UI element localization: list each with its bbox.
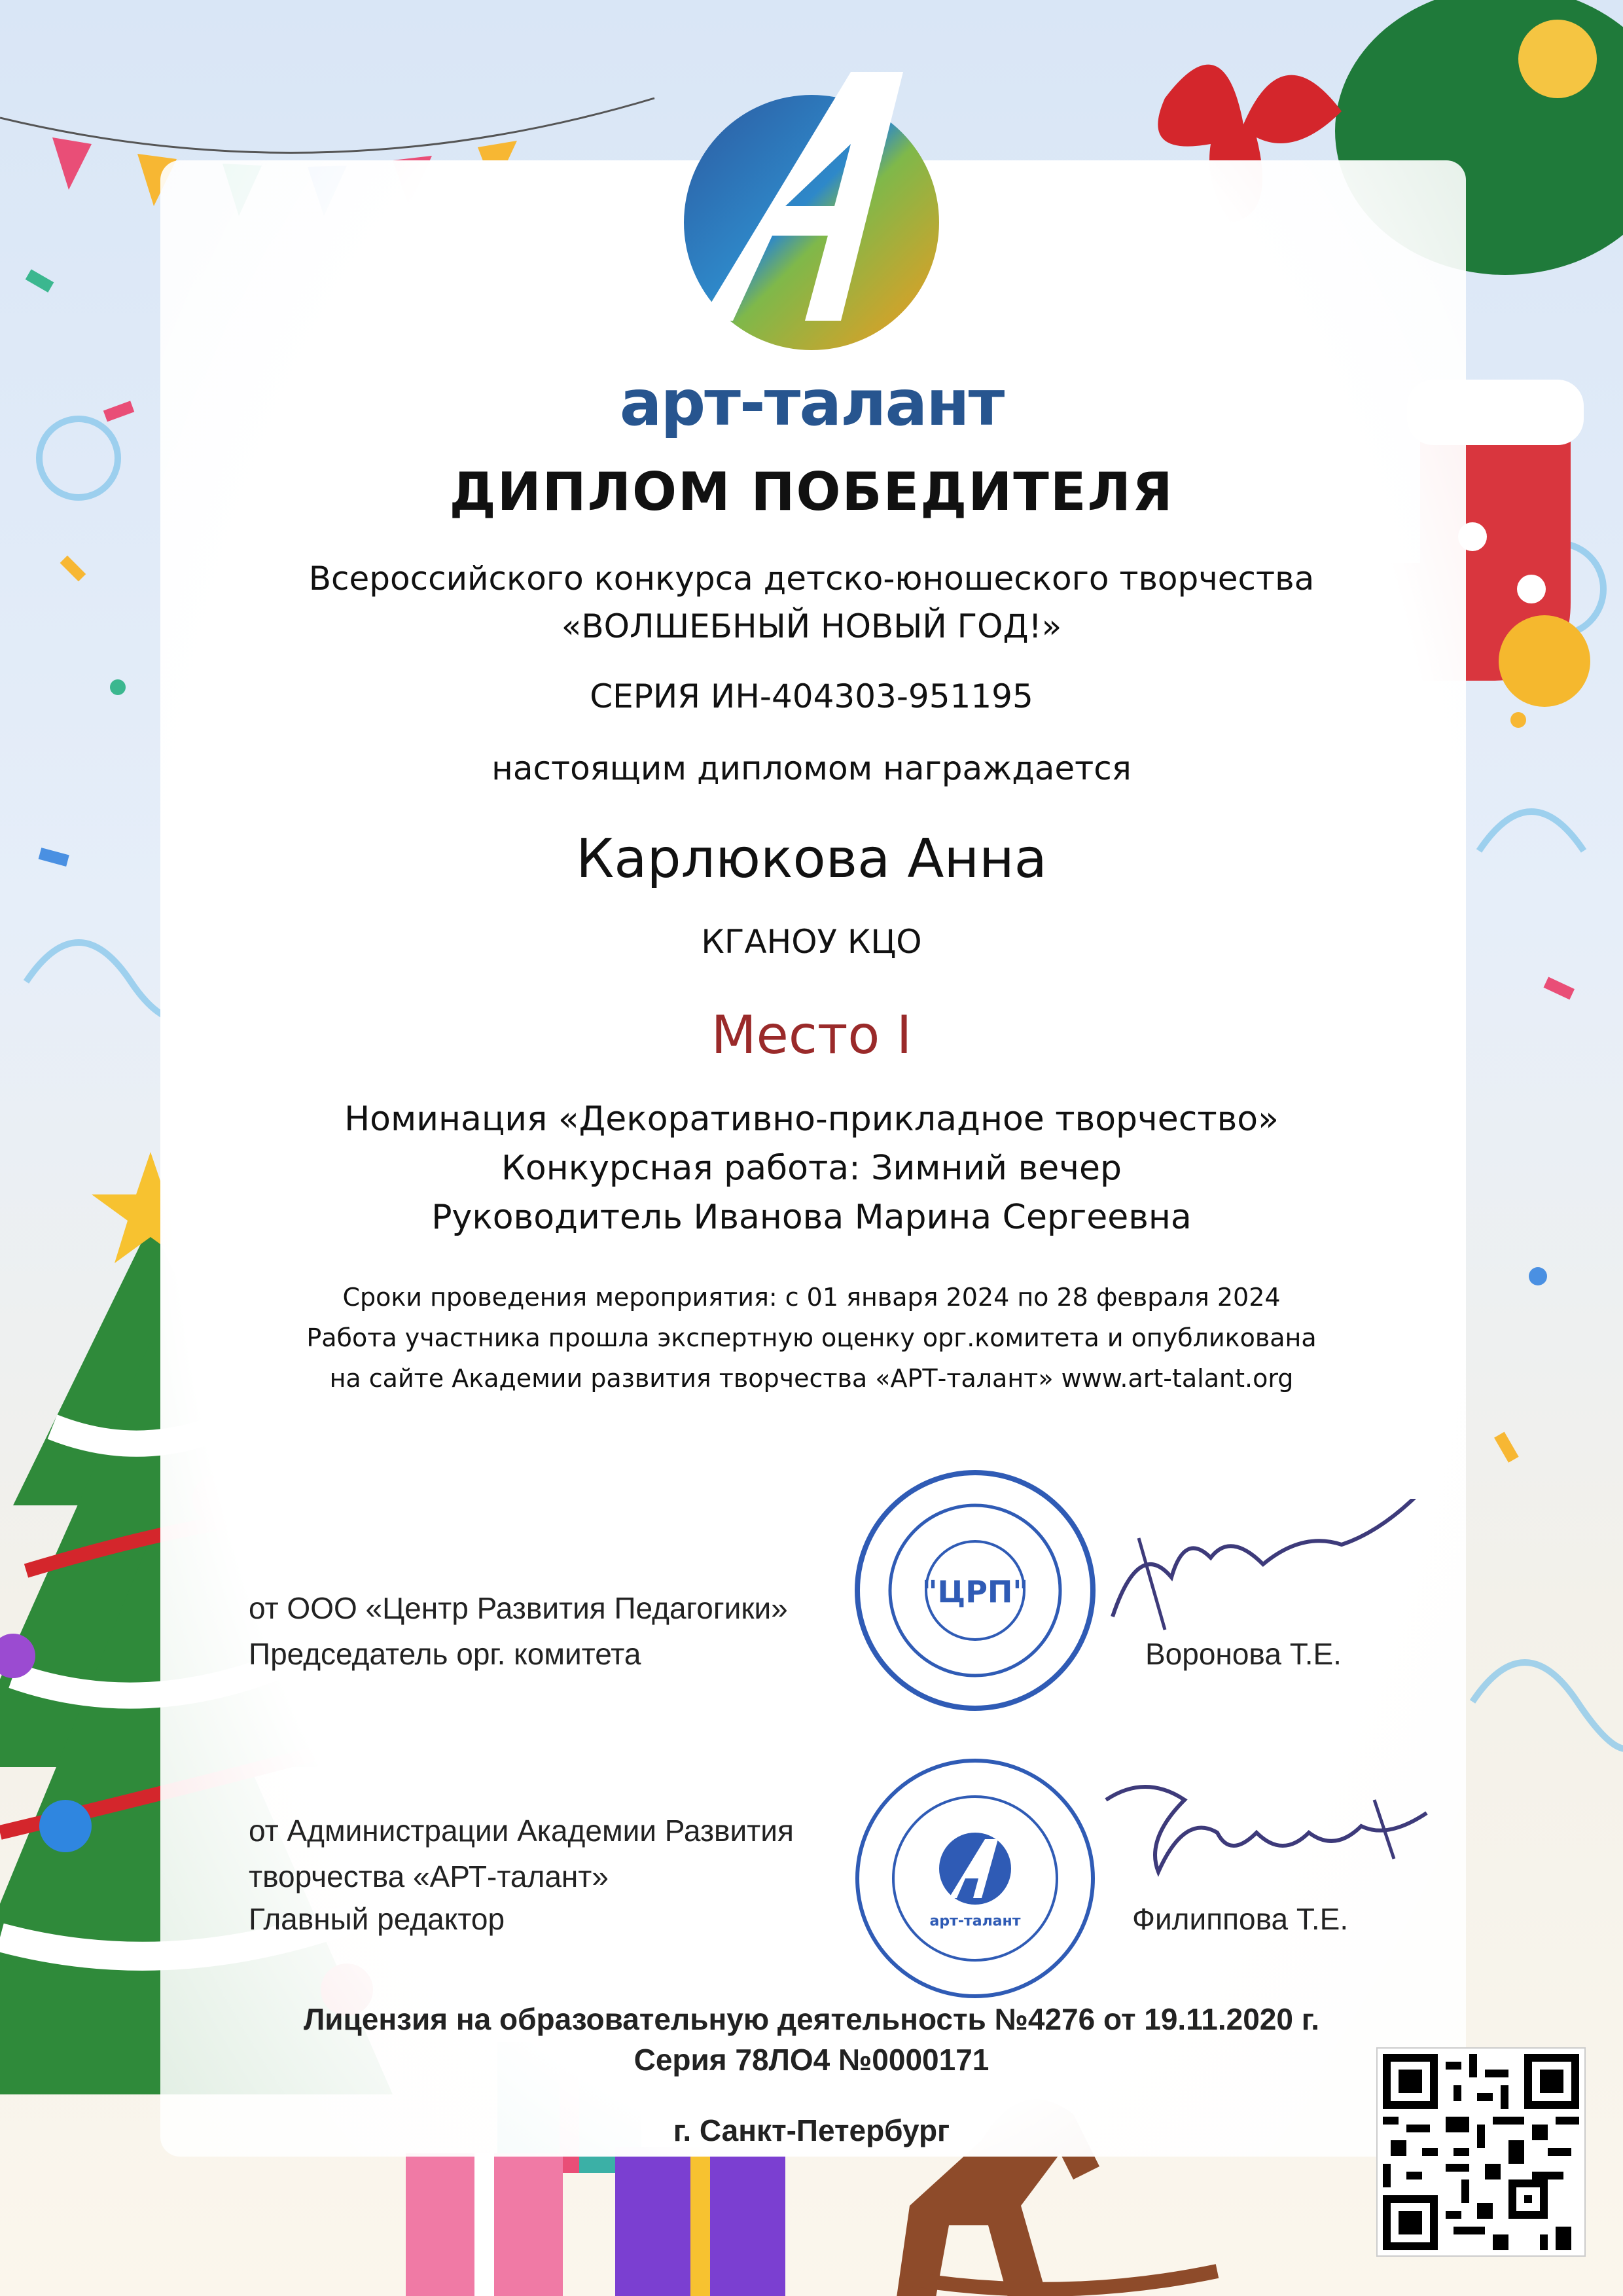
place-award: Место I [711, 1005, 912, 1066]
signature2 [1099, 1761, 1466, 1892]
svg-text:"ЦРП": "ЦРП" [921, 1574, 1029, 1609]
diploma-series: СЕРИЯ ИН-404303-951195 [590, 677, 1033, 715]
qr-code[interactable] [1378, 2049, 1584, 2255]
svg-text:арт-талант: арт-талант [929, 1913, 1021, 1929]
license-text: Лицензия на образовательную деятельность №4276 от 19.11.2020 г. [303, 2002, 1320, 2036]
signatory2-org-line1: от Администрации Академии Развития [249, 1814, 794, 1848]
review-line1: Работа участника прошла экспертную оценку орг.комитета и опубликована [306, 1323, 1317, 1352]
signatory1-role: Председатель орг. комитета [249, 1637, 641, 1671]
recipient-organization: КГАНОУ КЦО [701, 923, 922, 961]
leader: Руководитель Иванова Марина Сергеевна [431, 1198, 1192, 1237]
review-line2: на сайте Академии развития творчества «АРТ-талант» www.art-talant.org [329, 1364, 1294, 1393]
stamp-art-talant [851, 1754, 1099, 2003]
stamp-crp [851, 1466, 1099, 1715]
recipient-name: Карлюкова Анна [576, 828, 1047, 890]
diploma-title: ДИПЛОМ ПОБЕДИТЕЛЯ [449, 461, 1174, 522]
nomination: Номинация «Декоративно-прикладное творчество» [344, 1100, 1279, 1139]
signature1 [1099, 1499, 1440, 1643]
signatory1-org: от ООО «Центр Развития Педагогики» [249, 1591, 788, 1625]
license-series: Серия 78ЛО4 №0000171 [633, 2043, 990, 2077]
signatory2-name: Филиппова Т.Е. [1132, 1902, 1349, 1936]
art-talant-logo [674, 72, 949, 360]
contest-work: Конкурсная работа: Зимний вечер [501, 1149, 1122, 1188]
signatory2-role: Главный редактор [249, 1902, 505, 1936]
logo-wordmark: арт-талант [619, 367, 1004, 440]
city: г. Санкт-Петербург [673, 2113, 950, 2147]
event-dates: Сроки проведения мероприятия: с 01 января 2024 по 28 февраля 2024 [342, 1283, 1281, 1312]
awarded-text: настоящим дипломом награждается [491, 749, 1132, 787]
contest-subtitle-line1: Всероссийского конкурса детско-юношеского творчества [308, 560, 1315, 598]
signatory2-org-line2: творчества «АРТ-талант» [249, 1859, 609, 1893]
signatory1-name: Воронова Т.Е. [1145, 1637, 1342, 1671]
contest-subtitle-line2: «ВОЛШЕБНЫЙ НОВЫЙ ГОД!» [561, 607, 1062, 645]
